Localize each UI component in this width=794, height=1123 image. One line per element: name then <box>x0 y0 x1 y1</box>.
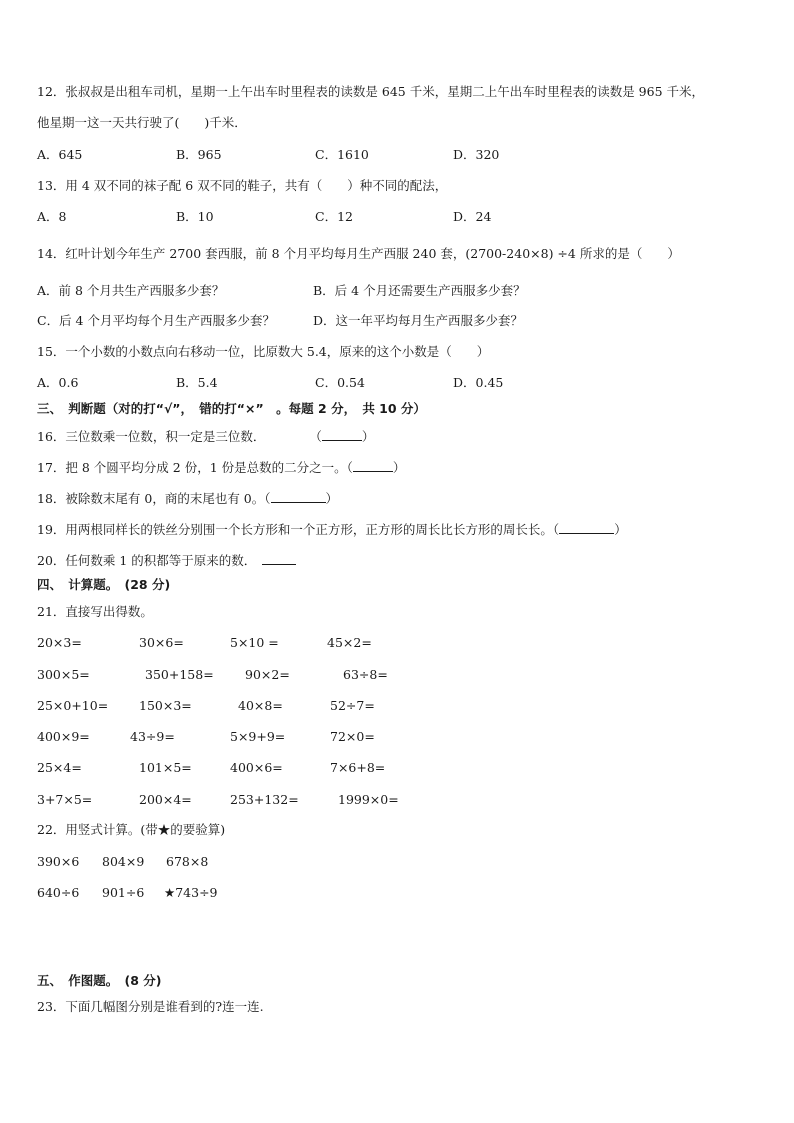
q21-title: 21．直接写出得数。 <box>37 604 153 619</box>
q21-r3-c2: 150×3= <box>139 698 192 713</box>
q12-text-line1: 12．张叔叔是出租车司机，星期一上午出车时里程表的读数是 645 千米，星期二上午出车时里程表的读数是 965 千米， <box>37 84 705 99</box>
q13-text: 13．用 4 双不同的袜子配 6 双不同的鞋子，共有（ ）种不同的配法， <box>37 178 448 193</box>
q22-r1-c3: 678×8 <box>166 854 209 869</box>
q12-option-a: A．645 <box>37 147 83 162</box>
section-4-title: 四、 计算题。 (28 分) <box>37 577 171 592</box>
q21-r4-c1: 400×9= <box>37 729 90 744</box>
q23-text: 23．下面几幅图分别是谁看到的?连一连. <box>37 999 264 1014</box>
q22-r1-c1: 390×6 <box>37 854 80 869</box>
q16-text <box>37 428 374 445</box>
q21-r2-c3: 90×2= <box>245 667 290 682</box>
q13-option-c: C．12 <box>315 209 353 224</box>
q18-close-paren: ） <box>325 491 339 506</box>
q21-r4-c3: 5×9+9= <box>230 729 286 744</box>
q22-r1-c2: 804×9 <box>102 854 145 869</box>
q16-open-paren: （ <box>309 429 322 444</box>
q20-statement: 20．任何数乘 1 的积都等于原来的数． <box>37 553 257 568</box>
q13-option-d: D．24 <box>453 209 492 224</box>
q13-option-b: B．10 <box>176 209 214 224</box>
q13-option-a: A．8 <box>37 209 67 224</box>
q12-text-line2: 他星期一这一天共行驶了( )千米． <box>37 115 247 130</box>
q15-text: 15．一个小数的小数点向右移动一位，比原数大 5.4，原来的这个小数是（ ） <box>37 344 490 359</box>
q15-option-b: B．5.4 <box>176 375 218 390</box>
q18-answer-blank[interactable] <box>271 490 326 503</box>
q17-answer-blank[interactable] <box>353 459 393 472</box>
q22-r2-c2: 901÷6 <box>102 885 145 900</box>
q20-answer-blank[interactable] <box>262 552 296 565</box>
q21-r4-c2: 43÷9= <box>130 729 175 744</box>
q16-close-paren: ） <box>361 429 375 444</box>
q21-r2-c4: 63÷8= <box>343 667 388 682</box>
q12-option-d: D．320 <box>453 147 500 162</box>
q21-r2-c1: 300×5= <box>37 667 90 682</box>
q18-statement: 18．被除数末尾有 0，商的末尾也有 0。 <box>37 491 265 506</box>
q14-option-d: D．这一年平均每月生产西服多少套？ <box>313 313 524 328</box>
q21-r6-c1: 3+7×5= <box>37 792 93 807</box>
section-5-title: 五、 作图题。 (8 分) <box>37 973 162 988</box>
q21-r3-c1: 25×0+10= <box>37 698 109 713</box>
q17-open-paren: （ <box>346 460 353 475</box>
q16-statement: 16．三位数乘一位数，积一定是三位数． <box>37 429 266 444</box>
q21-r1-c1: 20×3= <box>37 635 82 650</box>
q18-open-paren: （ <box>264 491 271 506</box>
q21-r3-c4: 52÷7= <box>330 698 375 713</box>
q21-r5-c1: 25×4= <box>37 760 82 775</box>
q14-option-a: A．前 8 个月共生产西服多少套？ <box>37 283 225 298</box>
section-3-title: 三、 判断题（对的打“√”， 错的打“×” 。每题 2 分， 共 10 分） <box>37 401 426 416</box>
q21-r1-c4: 45×2= <box>327 635 372 650</box>
q19-close-paren: ） <box>614 522 627 537</box>
q14-option-b: B．后 4 个月还需要生产西服多少套？ <box>313 283 526 298</box>
q22-r2-c1: 640÷6 <box>37 885 80 900</box>
q19-statement: 19．用两根同样长的铁丝分别围一个长方形和一个正方形，正方形的周长比长方形的周长长。 <box>37 522 553 537</box>
q22-title: 22．用竖式计算。(带★的要验算) <box>37 822 226 837</box>
q22-r2-c3: ★743÷9 <box>164 885 218 900</box>
q21-r2-c2: 350+158= <box>145 667 214 682</box>
q18-text <box>37 490 338 507</box>
q21-r1-c3: 5×10 = <box>230 635 279 650</box>
q12-option-b: B．965 <box>176 147 222 162</box>
q19-answer-blank[interactable] <box>559 521 614 534</box>
q21-r6-c4: 1999×0= <box>338 792 399 807</box>
q15-option-d: D．0.45 <box>453 375 504 390</box>
q14-option-c: C．后 4 个月平均每个月生产西服多少套？ <box>37 313 275 328</box>
q14-text: 14．红叶计划今年生产 2700 套西服，前 8 个月平均每月生产西服 240 套，(2700-240×8) ÷4 所求的是（ ） <box>37 246 680 261</box>
q15-option-c: C．0.54 <box>315 375 365 390</box>
q21-r5-c4: 7×6+8= <box>330 760 386 775</box>
q17-statement: 17．把 8 个圆平均分成 2 份，1 份是总数的二分之一。 <box>37 460 347 475</box>
q21-r5-c2: 101×5= <box>139 760 192 775</box>
q21-r6-c2: 200×4= <box>139 792 192 807</box>
q12-option-c: C．1610 <box>315 147 369 162</box>
q21-r4-c4: 72×0= <box>330 729 375 744</box>
q20-text <box>37 552 296 569</box>
q17-text <box>37 459 405 476</box>
q21-r3-c3: 40×8= <box>238 698 283 713</box>
q17-close-paren: ） <box>392 460 406 475</box>
q21-r1-c2: 30×6= <box>139 635 184 650</box>
q19-text <box>37 521 627 538</box>
q16-answer-blank[interactable] <box>322 428 362 441</box>
q21-r5-c3: 400×6= <box>230 760 283 775</box>
q19-open-paren: （ <box>552 522 560 537</box>
q15-option-a: A．0.6 <box>37 375 79 390</box>
q21-r6-c3: 253+132= <box>230 792 299 807</box>
